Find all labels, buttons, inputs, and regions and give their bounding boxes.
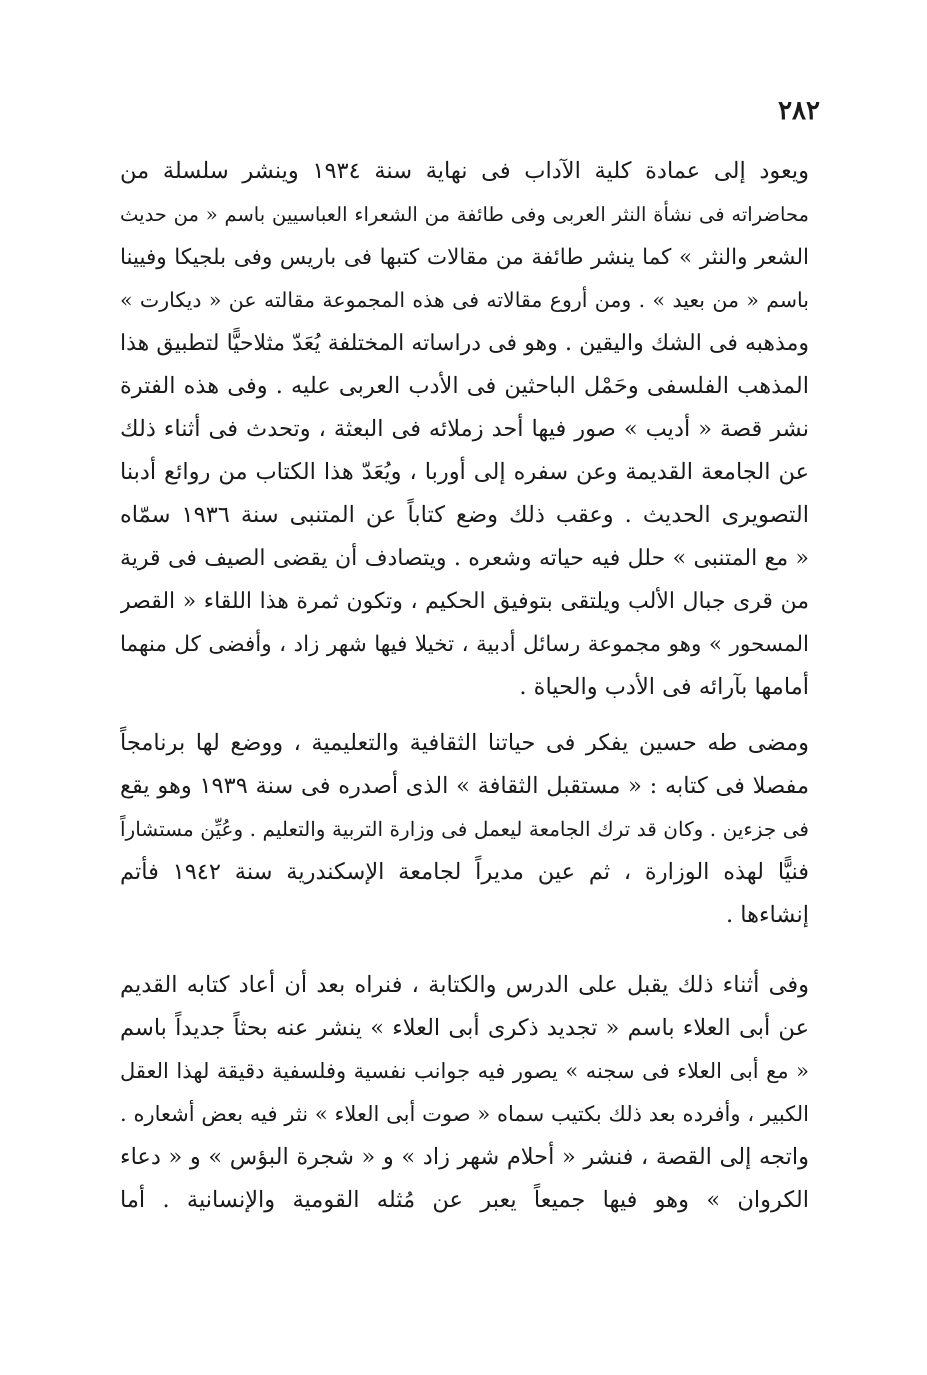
paragraph-2 <box>120 722 809 937</box>
paragraph-line: ومذهبه فى الشك واليقين . وهو فى دراساته المختلفة يُعَدّ مثلاحيًّا لتطبيق هذا <box>120 331 809 356</box>
paragraph-3 <box>120 964 809 1222</box>
paragraph-line: المذهب الفلسفى وحَمْل الباحثين فى الأدب العربى عليه . وفى هذه الفترة <box>120 373 809 399</box>
paragraph-line: فى جزءين . وكان قد ترك الجامعة ليعمل فى وزارة التربية والتعليم . وعُيِّن مستشاراً <box>120 817 809 841</box>
paragraph-1 <box>120 150 809 709</box>
paragraph-line: نشر قصة « أديب » صور فيها أحد زملائه فى البعثة ، وتحدث فى أثناء ذلك <box>120 416 809 442</box>
paragraph-line: الكبير ، وأفرده بعد ذلك بكتيب سماه « صوت أبى العلاء » نثر فيه بعض أشعاره . <box>120 1102 809 1126</box>
paragraph-line: ومضى طه حسين يفكر فى حياتنا الثقافية والتعليمية ، ووضع لها برنامجاً <box>120 730 809 756</box>
paragraph-line: أمامها بآرائه فى الأدب والحياة . <box>519 674 809 700</box>
paragraph-line: ويعود إلى عمادة كلية الآداب فى نهاية سنة ١٩٣٤ وينشر سلسلة من <box>120 158 809 184</box>
paragraph-line: « مع أبى العلاء فى سجنه » يصور فيه جوانب نفسية وفلسفية دقيقة لهذا العقل <box>120 1059 809 1083</box>
paragraph-line: فنيًّا لهذه الوزارة ، ثم عين مديراً لجامعة الإسكندرية سنة ١٩٤٢ فأتم <box>120 859 809 885</box>
paragraph-line: عن الجامعة القديمة وعن سفره إلى أوربا ، ويُعَدّ هذا الكتاب من روائع أدبنا <box>120 459 809 485</box>
paragraph-line: « مع المتنبى » حلل فيه حياته وشعره . ويتصادف أن يقضى الصيف فى قرية <box>120 546 809 571</box>
paragraph-line: من قرى جبال الألب ويلتقى بتوفيق الحكيم ، وتكون ثمرة هذا اللقاء « القصر <box>120 589 809 614</box>
paragraph-line: واتجه إلى القصة ، فنشر « أحلام شهر زاد » و « شجرة البؤس » و « دعاء <box>120 1144 809 1170</box>
paragraph-line: المسحور » وهو مجموعة رسائل أدبية ، تخيلا فيها شهر زاد ، وأفضى كل منهما <box>120 632 809 657</box>
paragraph-line: محاضراته فى نشأة النثر العربى وفى طائفة من الشعراء العباسيين باسم « من حديث <box>120 203 809 226</box>
paragraph-line: باسم « من بعيد » . ومن أروع مقالاته فى هذه المجموعة مقالته عن « ديكارت » <box>120 288 809 312</box>
paragraph-line: عن أبى العلاء باسم « تجديد ذكرى أبى العلاء » ينشر عنه بحثاً جديداً باسم <box>120 1015 809 1041</box>
paragraph-line: الشعر والنثر » كما ينشر طائفة من مقالات كتبها فى باريس وفى بلجيكا وفيينا <box>120 245 809 270</box>
paragraph-line: إنشاءها . <box>725 902 809 928</box>
paragraph-line: مفصلا فى كتابه : « مستقبل الثقافة » الذى أصدره فى سنة ١٩٣٩ وهو يقع <box>120 773 809 799</box>
paragraph-line: التصويرى الحديث . وعقب ذلك وضع كتاباً عن المتنبى سنة ١٩٣٦ سمّاه <box>120 502 809 528</box>
paragraph-line: الكروان » وهو فيها جميعاً يعبر عن مُثله القومية والإنسانية . أما <box>120 1187 809 1213</box>
page-number: ٢٨٢ <box>778 96 820 126</box>
paragraph-line: وفى أثناء ذلك يقبل على الدرس والكتابة ، فنراه بعد أن أعاد كتابه القديم <box>120 972 809 998</box>
